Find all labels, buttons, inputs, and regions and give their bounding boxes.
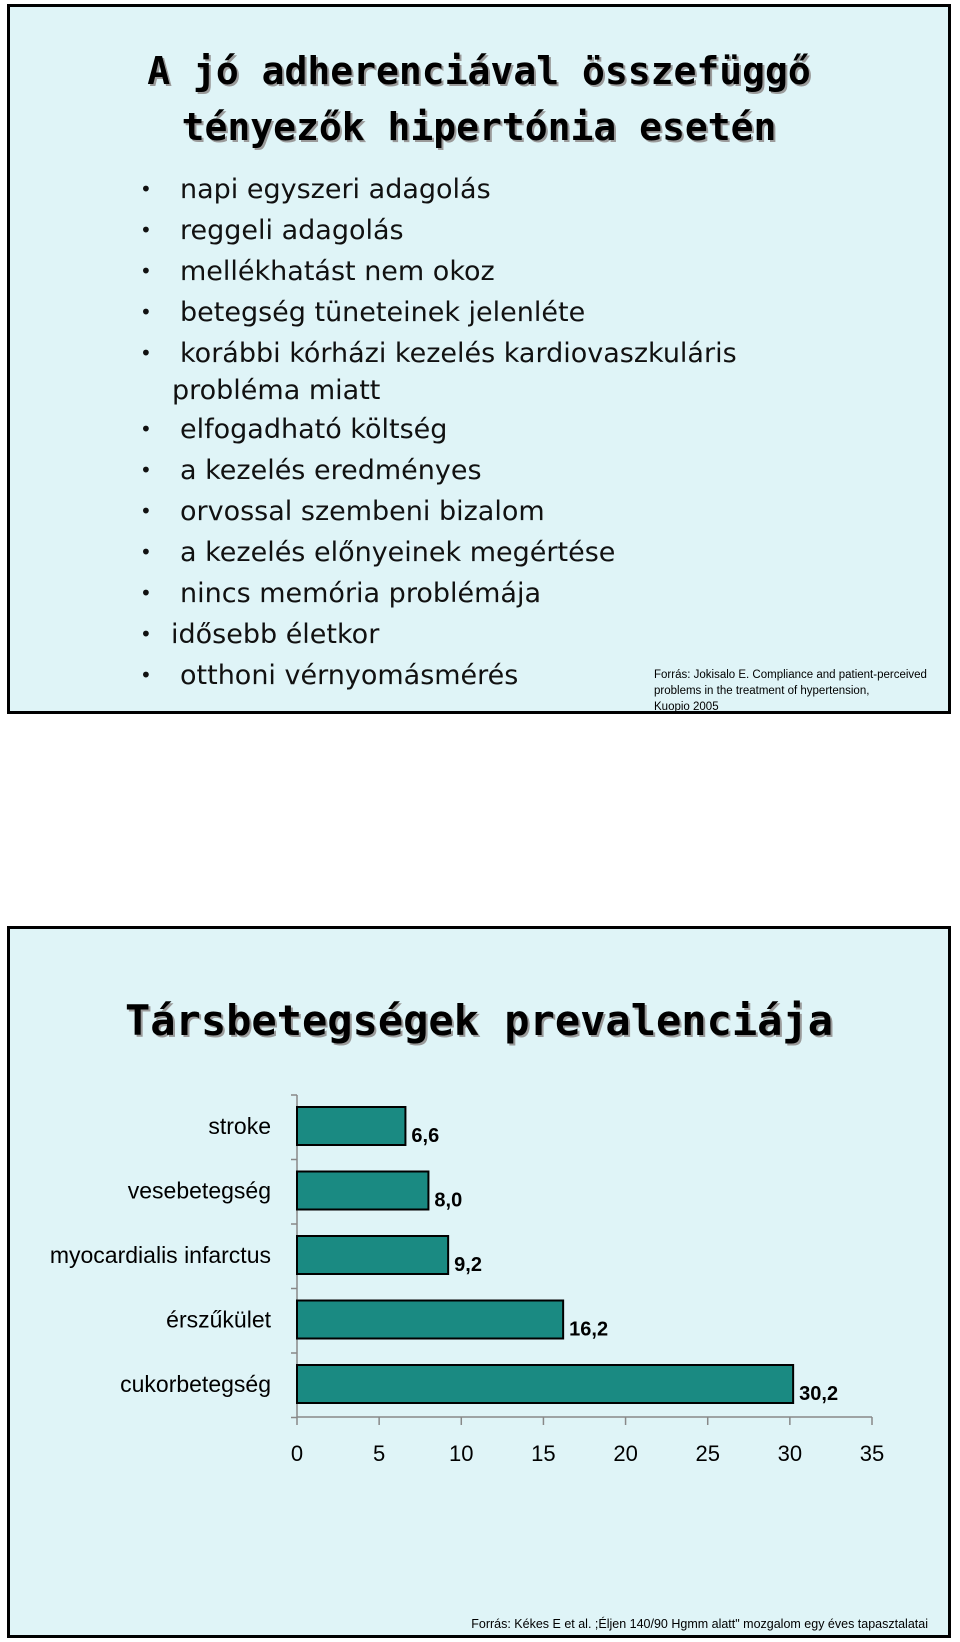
- title-line-2: tényezők hipertónia esetén: [181, 105, 777, 149]
- title-line-1: A jó adherenciával összefüggő: [147, 49, 811, 93]
- bar-1: [297, 1172, 428, 1210]
- bar-0: [297, 1107, 405, 1145]
- tick-label: 15: [531, 1441, 556, 1466]
- list-item: [140, 171, 737, 212]
- list-item: [140, 452, 737, 493]
- tick-label: 5: [373, 1441, 386, 1466]
- category-label: stroke: [208, 1113, 271, 1139]
- bar-4: [297, 1365, 793, 1403]
- data-label: 6,6: [411, 1125, 440, 1147]
- source-citation: Forrás: Kékes E et al. ;Éljen 140/90 Hgmm alatt" mozgalom egy éves tapasztalatai: [471, 1617, 928, 1631]
- factor-list: [140, 171, 737, 698]
- list-item: [140, 253, 737, 294]
- list-item-text: mellékhatást nem okoz: [180, 256, 495, 287]
- source-citation: [654, 667, 944, 715]
- tick-label: 25: [695, 1441, 720, 1466]
- list-item-text: a kezelés eredményes: [180, 455, 482, 486]
- list-item-text: elfogadható költség: [180, 414, 448, 445]
- list-item-text: orvossal szembeni bizalom: [180, 496, 545, 527]
- list-item-text: otthoni vérnyomásmérés: [180, 660, 519, 691]
- bar-2: [297, 1236, 448, 1274]
- tick-label: 20: [613, 1441, 638, 1466]
- list-item: [140, 294, 737, 335]
- slide-comorbidity: [7, 926, 951, 1638]
- tick-label: 0: [290, 1441, 304, 1466]
- data-label: 9,2: [454, 1254, 482, 1276]
- category-label: érszűkület: [166, 1306, 271, 1333]
- list-item-text: betegség tüneteinek jelenléte: [180, 297, 586, 328]
- list-item-text: a kezelés előnyeinek megértése: [180, 537, 616, 568]
- tick-label: 35: [859, 1441, 885, 1466]
- slide-adherence: [7, 4, 951, 714]
- slide2-title: Társbetegségek prevalenciája: [124, 996, 833, 1045]
- source-line: Kuopio 2005: [654, 701, 719, 713]
- list-item-text: reggeli adagolás: [180, 215, 404, 246]
- prevalence-bar-chart: [10, 929, 948, 1635]
- list-item-text: nincs memória problémája: [180, 578, 541, 609]
- bar-3: [297, 1301, 563, 1339]
- source-line: problems in the treatment of hypertension,: [654, 685, 870, 697]
- data-label: 30,2: [799, 1383, 839, 1405]
- list-item: [140, 616, 737, 657]
- list-item: [140, 493, 737, 534]
- list-item: [140, 657, 737, 698]
- list-item-text-continued: probléma miatt: [172, 375, 381, 406]
- list-item-text: idősebb életkor: [171, 619, 380, 650]
- list-item: [140, 411, 737, 452]
- list-item-text: napi egyszeri adagolás: [180, 174, 491, 205]
- data-label: 8,0: [434, 1189, 463, 1212]
- slide1-title: [10, 43, 948, 155]
- list-item: [140, 335, 737, 411]
- category-label: vesebetegség: [127, 1177, 271, 1204]
- source-line: Forrás: Jokisalo E. Compliance and patient-perceived: [654, 669, 927, 681]
- list-item: [140, 575, 737, 616]
- list-item: [140, 212, 737, 253]
- data-label: 16,2: [569, 1318, 609, 1341]
- category-label: myocardialis infarctus: [49, 1242, 271, 1268]
- tick-label: 10: [449, 1441, 474, 1466]
- category-label: cukorbetegség: [120, 1371, 271, 1397]
- tick-label: 30: [777, 1441, 803, 1466]
- list-item: [140, 534, 737, 575]
- list-item-text: korábbi kórházi kezelés kardiovaszkuláris: [180, 338, 737, 369]
